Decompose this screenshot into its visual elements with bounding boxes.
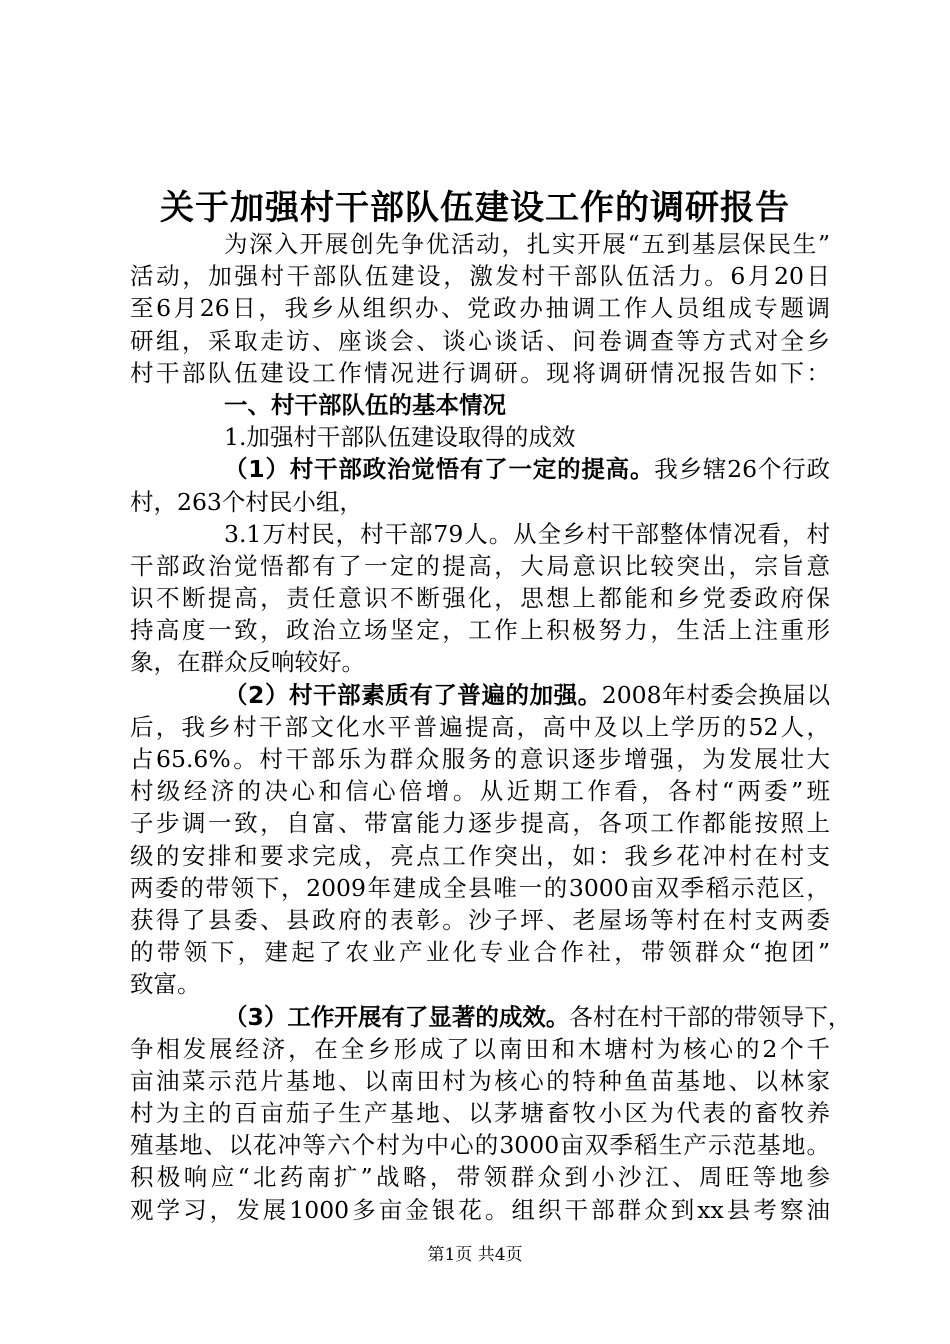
page-footer: 第1页 共4页: [427, 1245, 523, 1265]
text-line: 村级经济的决心和信心倍增。从近期工作看，各村“两委”班: [130, 777, 830, 806]
text-line: 子步调一致，自富、带富能力逐步提高，各项工作都能按照上: [130, 809, 830, 838]
text-line: 1.加强村干部队伍建设取得的成效: [224, 423, 576, 452]
text-line: 积极响应“北药南扩”战略，带领群众到小沙江、周旺等地参: [130, 1163, 830, 1192]
text-line: 象，在群众反响较好。: [130, 648, 365, 677]
page-title: 关于加强村干部队伍建设工作的调研报告: [160, 188, 790, 228]
text-line: 占65.6%。村干部乐为群众服务的意识逐步增强，为发展壮大: [130, 745, 830, 773]
line-text: 各村在村干部的带领导下，: [569, 1002, 852, 1031]
text-line: 3.1万村民，村干部79人。从全乡村干部整体情况看，村: [224, 519, 830, 548]
text-line: 获得了县委、县政府的表彰。沙子坪、老屋场等村在村支两委: [130, 905, 830, 934]
text-line: [130, 453, 830, 485]
text-line: 研组，采取走访、座谈会、谈心谈话、问卷调查等方式对全乡: [130, 326, 830, 355]
text-line: 致富。: [130, 970, 201, 999]
section-heading-inline: （3）工作开展有了显著的成效。: [224, 1002, 570, 1031]
text-line: 两委的带领下，2009年建成全县唯一的3000亩双季稻示范区，: [130, 873, 830, 902]
text-line: 的带领下，建起了农业产业化专业合作社，带领群众“抱团”: [130, 938, 830, 967]
section-heading-inline: （2）村干部素质有了普遍的加强。: [224, 680, 602, 709]
text-line: 一、村干部队伍的基本情况: [224, 390, 506, 419]
text-line: 至6月26日，我乡从组织办、党政办抽调工作人员组成专题调: [130, 294, 830, 323]
text-line: 级的安排和要求完成，亮点工作突出，如：我乡花冲村在村支: [130, 841, 830, 870]
text-line: 村，263个村民小组，: [130, 487, 363, 516]
text-line: 村干部队伍建设工作情况进行调研。现将调研情况报告如下：: [130, 358, 830, 387]
text-line: 活动，加强村干部队伍建设，激发村干部队伍活力。6月20日: [130, 262, 830, 291]
text-line: 干部政治觉悟都有了一定的提高，大局意识比较突出，宗旨意: [130, 551, 830, 580]
text-line: 后，我乡村干部文化水平普遍提高，高中及以上学历的52人，: [130, 712, 830, 741]
text-line: 持高度一致，政治立场坚定，工作上积极努力，生活上注重形: [130, 616, 830, 645]
text-line: 为深入开展创先争优活动，扎实开展“五到基层保民生”: [224, 230, 830, 258]
text-line: 观学习，发展1000多亩金银花。组织干部群众到xx县考察油: [130, 1195, 830, 1224]
text-line: [130, 1001, 852, 1033]
text-line: 亩油菜示范片基地、以南田村为核心的特种鱼苗基地、以林家: [130, 1066, 830, 1095]
line-text: 我乡辖26个行政: [654, 455, 830, 484]
text-line: 识不断提高，责任意识不断强化，思想上都能和乡党委政府保: [130, 584, 830, 613]
text-line: 争相发展经济，在全乡形成了以南田和木塘村为核心的2个千: [130, 1034, 830, 1063]
section-heading-inline: （1）村干部政治觉悟有了一定的提高。: [224, 455, 655, 484]
text-line: 村为主的百亩茄子生产基地、以茅塘畜牧小区为代表的畜牧养: [130, 1099, 830, 1128]
document-body: [130, 228, 852, 1226]
text-line: [130, 679, 830, 711]
line-text: 2008年村委会换届以: [601, 680, 830, 709]
text-line: 殖基地、以花冲等六个村为中心的3000亩双季稻生产示范基地。: [130, 1131, 830, 1160]
